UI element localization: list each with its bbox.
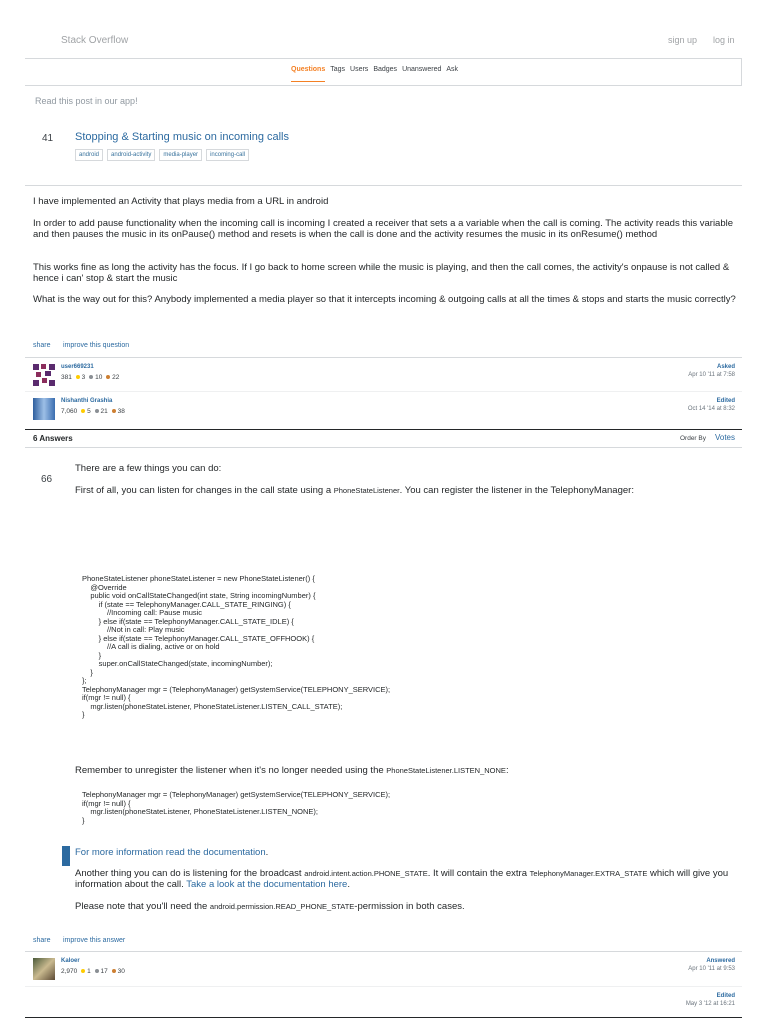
answerer-reputation [61,968,125,975]
asker-reputation [61,374,119,381]
question-score: 41 [42,133,54,144]
question-paragraph: What is the way out for this? Anybody implemented a media player so that it intercepts incoming & outgoing calls at all the times & stops and starts the music correctly? [33,294,736,305]
silver-badge-icon [95,969,99,973]
answers-count: 6 Answers [33,434,73,443]
answer-paragraph [75,868,745,890]
code-block: PhoneStateListener phoneStateListener = new PhoneStateListener() { @Override public void onCallStateChanged(int state, String incomingNumber) { if (state == TelephonyManager.CALL_STATE_RINGING) { //Incoming call: Pause music } else if(state == TelephonyManager.CALL_STATE_IDLE) { //Not in call: Play music } else if(state == TelephonyManager.CALL_STATE_OFFHOOK) { //A call is dialing, active or on hold } super.onCallStateChanged(state, incomingNumber); } }; TelephonyManager mgr = (TelephonyManager) getSystemService(TELEPHONY_SERVICE); if(mgr != null) { mgr.listen(phoneStateListener, PhoneStateListener.LISTEN_CALL_STATE); } [82,574,391,719]
inline-code: PhoneStateListener.LISTEN_NONE [386,766,506,775]
read-in-app-link[interactable]: Read this post in our app! [35,96,138,106]
answer-paragraph [75,847,745,858]
bronze-badge-icon [112,409,116,413]
editor-avatar[interactable] [33,398,55,420]
order-by-label: Order By [679,435,706,442]
bronze-badge-count: 38 [117,408,125,415]
divider [25,357,742,358]
asked-date: Apr 10 '11 at 7:58 [688,372,735,378]
answer-text: Please note that you'll need the [75,901,210,912]
gold-badge-count: 1 [87,968,91,975]
inline-code: PhoneStateListener [333,486,400,495]
asker-avatar[interactable] [33,364,55,386]
answer-text: . [265,847,269,858]
question-title[interactable]: Stopping & Starting music on incoming calls [75,131,289,143]
answer-text: . [347,879,350,890]
answer-text: . You can register the listener in the TelephonyManager: [399,485,634,496]
broadcast-documentation-link[interactable]: Take a look at the documentation here [186,879,348,890]
divider [25,185,742,186]
silver-badge-icon [95,409,99,413]
documentation-link[interactable]: For more information read the documentation [75,847,266,858]
edited-date: Oct 14 '14 at 8:32 [687,406,735,412]
bronze-badge-count: 30 [117,968,125,975]
answer-edited-label: Edited [716,993,735,999]
gold-badge-icon [81,409,85,413]
silver-badge-count: 17 [100,968,108,975]
answer-text: . It will contain the extra [427,868,530,879]
order-by-select[interactable]: Votes [714,433,735,442]
answered-date: Apr 10 '11 at 9:53 [688,966,735,972]
tag-android[interactable]: android [75,149,103,161]
tag-media-player[interactable]: media-player [159,149,202,161]
nav-unanswered[interactable]: Unanswered [402,66,442,73]
asked-label: Asked [716,364,735,370]
answer-text: Another thing you can do is listening for the broadcast [75,868,305,879]
answers-header [25,429,742,448]
nav-users[interactable]: Users [350,66,369,73]
share-answer-link[interactable]: share [33,937,51,944]
reputation-score: 2,970 [61,968,78,975]
improve-answer-link[interactable]: improve this answer [63,937,126,944]
bronze-badge-icon [106,375,110,379]
bronze-badge-count: 22 [112,374,120,381]
divider [25,1017,742,1018]
top-bar [0,0,768,58]
question-paragraph: I have implemented an Activity that plays media from a URL in android [33,196,329,207]
improve-question-link[interactable]: improve this question [63,342,130,349]
divider [25,986,742,987]
nav-badges[interactable]: Badges [373,66,398,73]
answer-edited-date: May 3 '12 at 16:21 [685,1001,735,1007]
site-brand[interactable]: Stack Overflow [61,35,129,46]
nav-ask[interactable]: Ask [446,66,459,73]
tag-incoming-call[interactable]: incoming-call [206,149,249,161]
answer-paragraph [75,765,745,776]
gold-badge-icon [81,969,85,973]
tag-android-activity[interactable]: android-activity [107,149,155,161]
nav-questions[interactable]: Questions [291,66,325,82]
nav-items [291,66,458,82]
reputation-score: 7,060 [61,408,78,415]
answer-text: Remember to unregister the listener when it's no longer needed using the [75,765,387,776]
editor-reputation [61,408,125,415]
answer-paragraph: There are a few things you can do: [75,463,222,474]
answerer-name[interactable]: Kaloer [61,958,80,964]
answer-text: : [505,765,509,776]
blockquote-bar [62,846,70,866]
inline-code: TelephonyManager.EXTRA_STATE [529,869,648,878]
edited-label: Edited [716,398,735,404]
answer-score: 66 [41,474,53,485]
bronze-badge-icon [112,969,116,973]
silver-badge-icon [89,375,93,379]
editor-name[interactable]: Nishanthi Grashia [61,398,113,404]
answer-text: which will give you information about the call. [75,868,729,890]
answer-text: First of all, you can listen for changes in the call state using a [75,485,334,496]
asker-name[interactable]: user669231 [61,364,94,370]
divider [25,391,742,392]
gold-badge-icon [76,375,80,379]
answerer-avatar[interactable] [33,958,55,980]
silver-badge-count: 10 [95,374,103,381]
question-paragraph: This works fine as long the activity has the focus. If I go back to home screen while the music is playing, and then the call comes, the activity's onpause is not called & hence i can' stop & start the music [33,262,730,284]
inline-code: android.intent.action.PHONE_STATE [304,869,428,878]
nav-tags[interactable]: Tags [330,66,346,73]
gold-badge-count: 3 [81,374,86,381]
question-tags [75,149,249,161]
answered-label: Answered [706,958,735,964]
question-paragraph: In order to add pause functionality when the incoming call is incoming I created a receiver that sets a a variable when the call is coming. The activity reads this variable and then pauses the music in its onPause() method and resets is when the call is done and the activity resumes the music in its onResume() method [33,218,734,240]
answer-text: -permission in both cases. [354,901,465,912]
answer-paragraph [75,485,745,496]
answer-paragraph [75,901,745,912]
login-link[interactable]: log in [713,35,735,45]
share-question-link[interactable]: share [33,342,51,349]
inline-code: android.permission.READ_PHONE_STATE [209,902,355,911]
silver-badge-count: 21 [100,408,108,415]
reputation-score: 381 [61,374,72,381]
code-block: TelephonyManager mgr = (TelephonyManager) getSystemService(TELEPHONY_SERVICE); if(mgr != null) { mgr.listen(phoneStateListener, PhoneStateListener.LISTEN_NONE); } [82,790,391,825]
gold-badge-count: 5 [87,408,91,415]
divider [25,951,742,952]
signup-link[interactable]: sign up [668,35,698,45]
